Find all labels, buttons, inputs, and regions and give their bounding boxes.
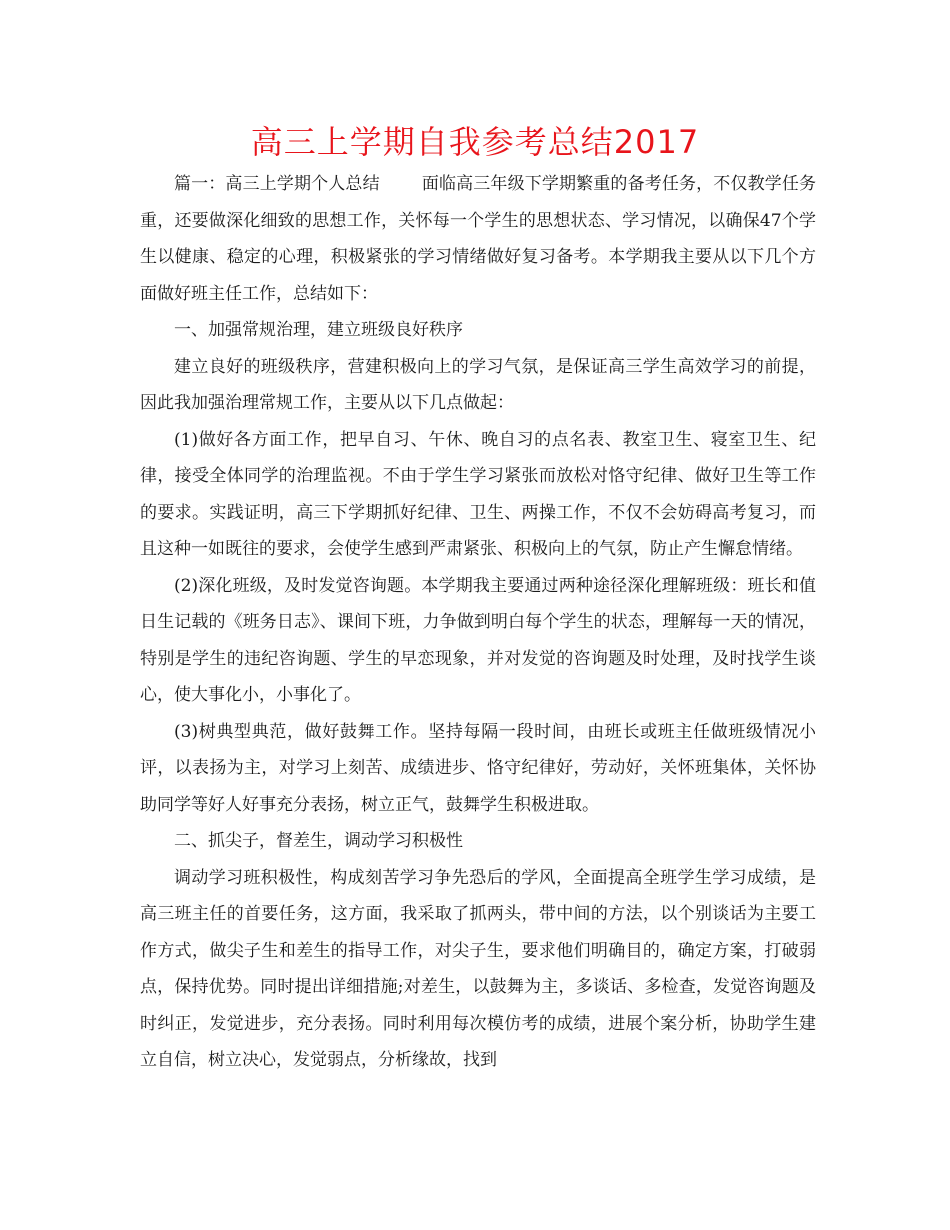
- intro-heading: 篇一：高三上学期个人总结: [174, 174, 380, 194]
- document-title: 高三上学期自我参考总结2017: [250, 123, 700, 161]
- paragraph: (1)做好各方面工作，把早自习、午休、晚自习的点名表、教室卫生、寝室卫生、纪律，接受全体同学的治理监视。不由于学生学习紧张而放松对恪守纪律、做好卫生等工作的要求。实践证明，高三下学期抓好纪律、卫生、两操工作，不仅不会妨碍高考复习，而且这种一如既往的要求，会使学生感到严肃紧张、积极向上的气氛，防止产生懈怠情绪。: [140, 429, 816, 559]
- section-heading-1: 一、加强常规治理，建立班级良好秩序: [174, 320, 463, 340]
- section-heading-2: 二、抓尖子，督差生，调动学习积极性: [174, 831, 463, 851]
- paragraph: 建立良好的班级秩序，营建积极向上的学习气氛，是保证高三学生高效学习的前提，因此我加强治理常规工作，主要从以下几点做起：: [140, 356, 816, 413]
- intro-paragraph: [140, 166, 816, 312]
- document-body: [140, 166, 816, 1079]
- paragraph: (2)深化班级，及时发觉咨询题。本学期我主要通过两种途径深化理解班级：班长和值日生记载的《班务日志》、课间下班，力争做到明白每个学生的状态，理解每一天的情况，特别是学生的违纪咨询题、学生的早恋现象，并对发觉的咨询题及时处理，及时找学生谈心，使大事化小，小事化了。: [140, 575, 816, 705]
- paragraph: (3)树典型典范，做好鼓舞工作。坚持每隔一段时间，由班长或班主任做班级情况小评，以表扬为主，对学习上刻苦、成绩进步、恪守纪律好，劳动好，关怀班集体，关怀协助同学等好人好事充分表扬，树立正气，鼓舞学生积极进取。: [140, 721, 816, 815]
- intro-text: 面临高三年级下学期繁重的备考任务，不仅教学任务重，还要做深化细致的思想工作，关怀每一个学生的思想状态、学习情况，以确保47个学生以健康、稳定的心理，积极紧张的学习情绪做好复习备考。本学期我主要从以下几个方面做好班主任工作，总结如下：: [140, 174, 817, 304]
- paragraph: 调动学习班积极性，构成刻苦学习争先恐后的学风，全面提高全班学生学习成绩，是高三班主任的首要任务，这方面，我采取了抓两头，带中间的方法，以个别谈话为主要工作方式，做尖子生和差生的指导工作，对尖子生，要求他们明确目的，确定方案，打破弱点，保持优势。同时提出详细措施;对差生，以鼓舞为主，多谈话、多检查，发觉咨询题及时纠正，发觉进步，充分表扬。同时利用每次模仿考的成绩，进展个案分析，协助学生建立自信，树立决心，发觉弱点，分析缘故，找到: [140, 867, 816, 1070]
